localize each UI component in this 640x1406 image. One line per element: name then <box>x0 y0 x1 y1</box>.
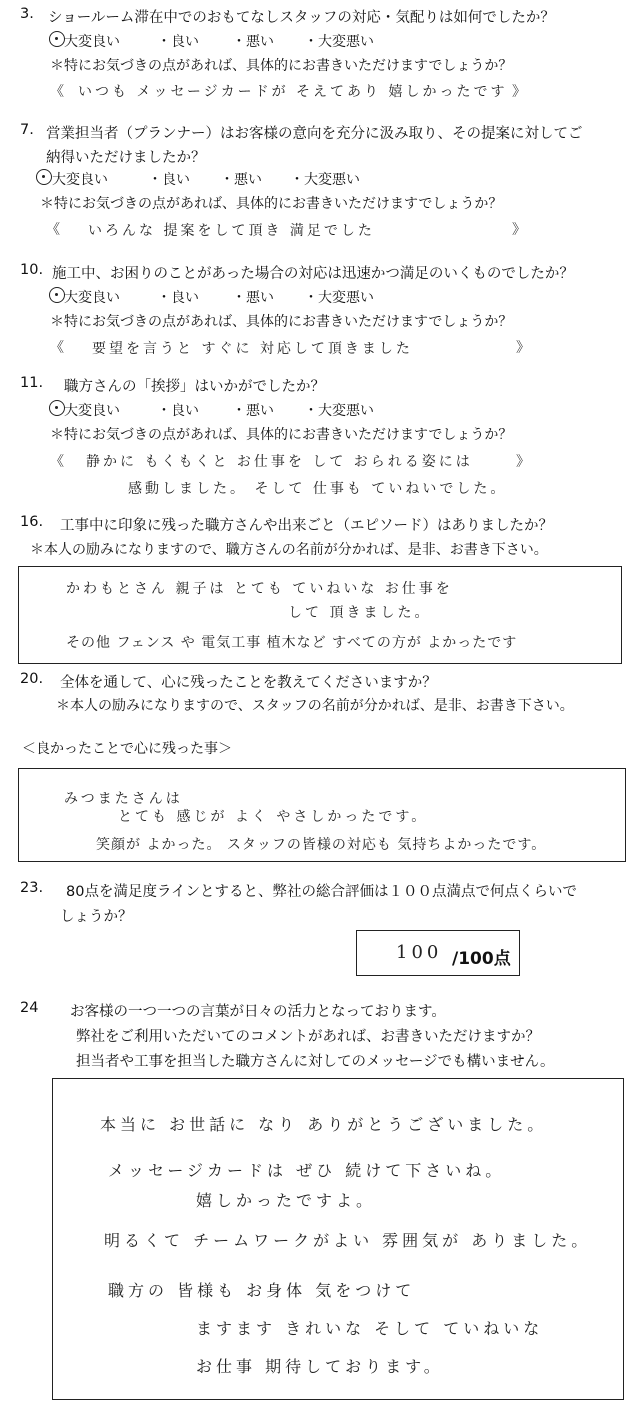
q7-option-very-good[interactable]: 大変良い <box>52 172 108 188</box>
q24-answer-line5: 職方の 皆様も お身体 気をつけて <box>108 1281 416 1300</box>
q11-note: ＊特にお気づきの点があれば、具体的にお書きいただけますでしょうか？ <box>50 427 513 443</box>
q11-option-very-bad[interactable]: ・大変悪い <box>304 403 374 419</box>
q3-number: 3. <box>20 6 34 22</box>
q10-option-good[interactable]: ・良い <box>157 290 199 306</box>
q20-answer-line3: 笑顔が よかった。 スタッフの皆様の対応も 気持ちよかったです。 <box>96 837 547 853</box>
q3-selected-dot <box>55 37 58 40</box>
q10-bracket-close: 》 <box>516 340 530 356</box>
q10-number: 10. <box>20 262 44 278</box>
q3-option-good[interactable]: ・良い <box>157 34 199 50</box>
q11-selected-dot <box>55 406 58 409</box>
q3-bracket-open: 《 <box>50 84 64 100</box>
q24-answer-line3: 嬉しかったですよ。 <box>196 1191 377 1210</box>
q10-option-bad[interactable]: ・悪い <box>232 290 274 306</box>
q7-answer: いろんな 提案をして頂き 満足でした <box>88 223 375 239</box>
q3-question: ショールーム滞在中でのおもてなしスタッフの対応・気配りは如何でしたか？ <box>48 10 555 26</box>
q11-option-bad[interactable]: ・悪い <box>232 403 274 419</box>
q11-bracket-close: 》 <box>516 454 530 470</box>
q23-question-line2: しょうか？ <box>60 909 133 925</box>
q24-answer-line2: メッセージカードは ぜひ 続けて下さいね。 <box>108 1161 506 1180</box>
q7-number: 7. <box>20 122 34 138</box>
q24-answer-line1: 本当に お世話に なり ありがとうございました。 <box>100 1115 548 1134</box>
q3-option-bad[interactable]: ・悪い <box>232 34 274 50</box>
q3-option-very-good[interactable]: 大変良い <box>64 34 120 50</box>
q20-question-line1: 全体を通して、心に残ったことを教えてくださいますか？ <box>60 675 437 691</box>
q10-bracket-open: 《 <box>50 340 64 356</box>
q7-option-good[interactable]: ・良い <box>148 172 190 188</box>
q20-answer-line1: みつまたさんは <box>64 791 183 807</box>
q20-question-line2: ＊本人の励みになりますので、スタッフの名前が分かれば、是非、お書き下さい。 <box>56 698 574 714</box>
q7-option-bad[interactable]: ・悪い <box>220 172 262 188</box>
q24-question-line1: お客様の一つ一つの言葉が日々の活力となっております。 <box>70 1004 446 1020</box>
q7-option-very-bad[interactable]: ・大変悪い <box>290 172 360 188</box>
q24-answer-line4: 明るくて チームワークがよい 雰囲気が ありました。 <box>104 1231 592 1250</box>
q16-question-line1: 工事中に印象に残った職方さんや出来ごと（エピソード）はありましたか？ <box>60 518 553 534</box>
q11-option-very-good[interactable]: 大変良い <box>64 403 120 419</box>
q3-answer: いつも メッセージカードが そえてあり 嬉しかったです <box>78 84 508 100</box>
q11-answer-line2: 感動しました。 そして 仕事も ていねいでした。 <box>128 481 508 497</box>
q23-score-suffix: /100点 <box>452 949 511 969</box>
q3-bracket-close: 》 <box>512 84 526 100</box>
q7-question-line2: 納得いただけましたか？ <box>46 150 206 166</box>
q10-question: 施工中、お困りのことがあった場合の対応は迅速かつ満足のいくものでしたか？ <box>52 266 574 282</box>
q24-answer-line6: ますます きれいな そして ていねいな <box>196 1319 544 1338</box>
q20-section-label: ＜良かったことで心に残った事＞ <box>22 741 232 757</box>
q10-note: ＊特にお気づきの点があれば、具体的にお書きいただけますでしょうか？ <box>50 314 513 330</box>
q16-answer-line2: して 頂きました。 <box>288 605 432 621</box>
q7-question-line1: 営業担当者（プランナー）はお客様の意向を充分に汲み取り、その提案に対してご <box>46 126 583 142</box>
q24-number: 24 <box>20 1000 39 1016</box>
q16-number: 16. <box>20 514 44 530</box>
q20-answer-line2: とても 感じが よく やさしかったです。 <box>118 809 429 825</box>
q10-selected-dot <box>55 293 58 296</box>
q3-option-very-bad[interactable]: ・大変悪い <box>304 34 374 50</box>
q24-question-line3: 担当者や工事を担当した職方さんに対してのメッセージでも構いません。 <box>76 1054 555 1070</box>
q10-answer: 要望を言うと すぐに 対応して頂きました <box>92 341 413 357</box>
q10-option-very-bad[interactable]: ・大変悪い <box>304 290 374 306</box>
q23-score-value: 100 <box>396 942 443 963</box>
q24-answer-line7: お仕事 期待しております。 <box>196 1357 444 1376</box>
q23-question-line1: 80点を満足度ラインとすると、弊社の総合評価は１００点満点で何点くらいで <box>66 884 578 900</box>
q7-note: ＊特にお気づきの点があれば、具体的にお書きいただけますでしょうか？ <box>40 196 503 212</box>
q24-question-line2: 弊社をご利用いただいてのコメントがあれば、お書きいただけますか？ <box>76 1029 540 1045</box>
q16-answer-line1: かわもとさん 親子は とても ていねいな お仕事を <box>66 581 453 597</box>
q20-number: 20. <box>20 671 44 687</box>
q11-bracket-open: 《 <box>50 454 64 470</box>
q11-option-good[interactable]: ・良い <box>157 403 199 419</box>
q3-note: ＊特にお気づきの点があれば、具体的にお書きいただけますでしょうか？ <box>50 58 513 74</box>
q23-number: 23. <box>20 880 44 896</box>
q7-bracket-close: 》 <box>512 222 526 238</box>
q16-question-line2: ＊本人の励みになりますので、職方さんの名前が分かれば、是非、お書き下さい。 <box>30 542 548 558</box>
q16-answer-line3: その他 フェンス や 電気工事 植木など すべての方が よかったです <box>66 635 518 651</box>
q7-selected-dot <box>42 175 45 178</box>
q11-question: 職方さんの「挨拶」はいかがでしたか？ <box>64 379 325 395</box>
q11-answer-line1: 静かに もくもくと お仕事を して おられる姿には <box>86 454 473 470</box>
q10-option-very-good[interactable]: 大変良い <box>64 290 120 306</box>
q7-bracket-open: 《 <box>46 222 60 238</box>
q11-number: 11. <box>20 375 44 391</box>
